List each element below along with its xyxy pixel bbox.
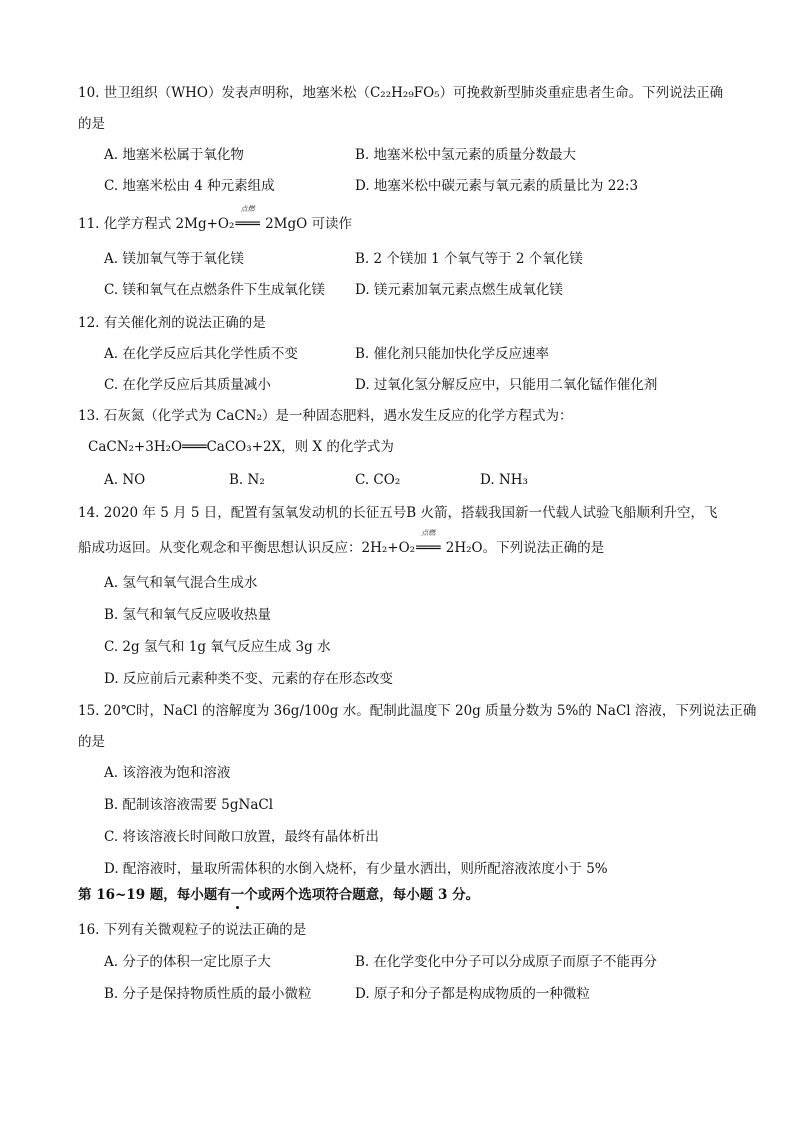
q12-option-d: D. 过氧化氢分解反应中，只能用二氧化锰作催化剂: [355, 377, 658, 393]
q16-option-b: B. 在化学变化中分子可以分成原子而原子不能再分: [355, 954, 658, 970]
q14-option-c: C. 2g 氢气和 1g 氧气反应生成 3g 水: [104, 639, 331, 655]
q11-option-c: C. 镁和氧气在点燃条件下生成氧化镁: [104, 282, 325, 298]
q10-stem-line2: 的是: [78, 116, 105, 132]
q16-option-a: A. 分子的体积一定比原子大: [104, 954, 271, 970]
q13-option-a: A. NO: [104, 472, 146, 488]
q15-stem-line1: 15. 20℃时，NaCl 的溶解度为 36g/100g 水。配制此温度下 20g 质量分数为 5%的 NaCl 溶液，下列说法正确: [78, 703, 757, 719]
q11-reaction-condition: [235, 205, 260, 233]
q11-option-a: A. 镁加氧气等于氧化镁: [104, 251, 244, 267]
q12-option-b: B. 催化剂只能加快化学反应速率: [355, 346, 550, 362]
q16-option-d: D. 原子和分子都是构成物质的一种微粒: [355, 986, 590, 1002]
section-instruction-pre: 第 16~19 题，每小题有: [78, 887, 231, 903]
q11-equals-sign: ═══: [235, 216, 260, 232]
q11-stem: [78, 205, 353, 233]
q11-stem-pre: 11. 化学方程式 2Mg+O₂: [78, 216, 235, 232]
q14-stem-line2-post: 2H₂O。下列说法正确的是: [441, 540, 605, 556]
q15-option-b: B. 配制该溶液需要 5gNaCl: [104, 797, 274, 813]
q14-stem-line2: [78, 529, 605, 557]
q14-reaction-condition: [416, 529, 441, 557]
q16-option-c: B. 分子是保持物质性质的最小微粒: [104, 986, 312, 1002]
q15-stem-line2: 的是: [78, 734, 105, 750]
q11-condition-text: 点燃: [240, 205, 255, 213]
q10-option-d: D. 地塞米松中碳元素与氧元素的质量比为 22:3: [355, 178, 639, 194]
q14-stem-line2-pre: 船成功返回。从变化观念和平衡思想认识反应：2H₂+O₂: [78, 540, 416, 556]
q16-stem: 16. 下列有关微观粒子的说法正确的是: [78, 922, 307, 938]
section-instruction-post: 个或两个选项符合题意，每小题 3 分。: [244, 887, 480, 903]
emphasis-dotted-char: 一: [230, 887, 245, 903]
q12-stem: 12. 有关催化剂的说法正确的是: [78, 315, 266, 331]
q10-option-b: B. 地塞米松中氢元素的质量分数最大: [355, 147, 577, 163]
q14-option-d: D. 反应前后元素种类不变、元素的存在形态改变: [104, 671, 393, 687]
q11-stem-post: 2MgO 可读作: [260, 216, 353, 232]
q12-option-a: A. 在化学反应后其化学性质不变: [104, 346, 298, 362]
q12-option-c: C. 在化学反应后其质量减小: [104, 377, 271, 393]
q13-option-d: D. NH₃: [480, 472, 528, 488]
q14-option-b: B. 氢气和氧气反应吸收热量: [104, 607, 272, 623]
q14-condition-text: 点燃: [421, 529, 436, 537]
q14-option-a: A. 氢气和氧气混合生成水: [104, 575, 258, 591]
q10-option-c: C. 地塞米松由 4 种元素组成: [104, 178, 275, 194]
q15-option-a: A. 该溶液为饱和溶液: [104, 765, 231, 781]
q15-option-c: C. 将该溶液长时间敞口放置，最终有晶体析出: [104, 829, 379, 845]
q14-equals-sign: ═══: [416, 540, 441, 556]
q14-stem-line1: 14. 2020 年 5 月 5 日，配置有氢氧发动机的长征五号B 火箭，搭载我国新一代载人试验飞船顺利升空，飞: [78, 505, 718, 521]
q13-option-b: B. N₂: [229, 472, 265, 488]
q10-option-a: A. 地塞米松属于氧化物: [104, 147, 244, 163]
q15-option-d: D. 配溶液时，量取所需体积的水倒入烧杯，有少量水洒出，则所配溶液浓度小于 5%: [104, 861, 608, 877]
q11-option-b: B. 2 个镁加 1 个氧气等于 2 个氧化镁: [355, 251, 583, 267]
q11-option-d: D. 镁元素加氧元素点燃生成氧化镁: [355, 282, 563, 298]
q13-stem-line1: 13. 石灰氮（化学式为 CaCN₂）是一种固态肥料，遇水发生反应的化学方程式为：: [78, 408, 573, 424]
q13-option-c: C. CO₂: [355, 472, 401, 488]
q10-stem-line1: 10. 世卫组织（WHO）发表声明称，地塞米松（C₂₂H₂₉FO₅）可挽救新型肺炎重症患者生命。下列说法正确: [78, 85, 724, 101]
q13-equation: CaCN₂+3H₂O═══CaCO₃+2X，则 X 的化学式为: [88, 439, 394, 455]
section-instruction: [78, 886, 479, 904]
